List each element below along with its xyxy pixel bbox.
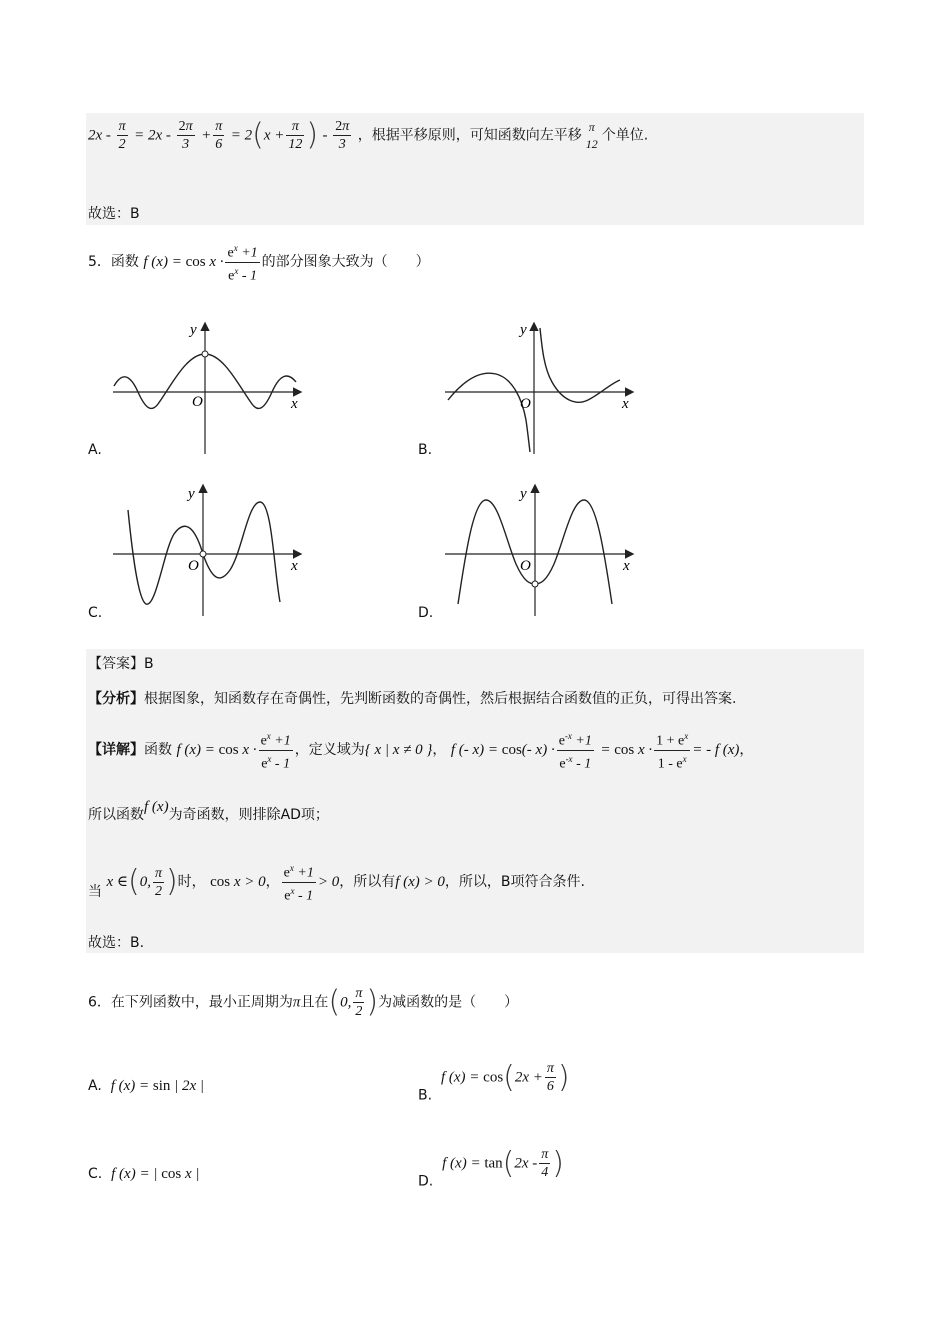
graph-b-curve-left xyxy=(448,373,530,452)
q6-stem-a: 在下列函数中，最小正周期为 xyxy=(110,994,293,1011)
graph-c-x-label: x xyxy=(291,558,298,574)
graph-b-curve-right xyxy=(540,328,620,402)
graph-b xyxy=(440,318,640,458)
q4-shift-unit: 个单位. xyxy=(601,127,649,144)
graph-d xyxy=(440,480,640,620)
q5-detail-tag: 【详解】 xyxy=(88,742,144,759)
option-c-label: C. xyxy=(88,605,103,621)
q6-option-c: C. f (x) = | cos x | xyxy=(88,1166,200,1182)
q5-so-have: ，所以有 xyxy=(339,874,396,891)
q6-number: 6． xyxy=(88,994,111,1011)
q4-shift-amount-num: π xyxy=(588,119,595,134)
q5-odd-line: 所以函数f (x)为奇函数，则排除AD项； xyxy=(88,799,329,823)
graph-b-y-label: y xyxy=(520,322,527,338)
q5-stem-prefix: 函数 xyxy=(110,254,139,271)
graph-d-origin: O xyxy=(520,558,531,574)
q6-stem: 6．在下列函数中，最小正周期为π且在(0, $\frac{\pi}{2}$ )为减函数的是（ ） xyxy=(88,984,519,1020)
q5-analysis xyxy=(88,689,736,709)
q5-analysis-text: 根据图象，知函数存在奇偶性，先判断函数的奇偶性，然后根据结合函数值的正负，可得出答案. xyxy=(144,691,737,707)
graph-a-origin: O xyxy=(192,394,203,410)
q5-final: 故选：B. xyxy=(88,935,145,951)
q6-option-a: A. f (x) = sin | 2x | xyxy=(88,1078,205,1094)
q4-shift-line: 2x - $\frac{\pi}{2}$ = 2x - $\frac{2\pi}{3}$ + $\frac{\pi}{6}$ = 2(x + $\frac{\pi}{12}$ ) - $\frac{2\pi}{3}$ ，根据平移原则，可知函数向左平移 π 12 个单位. xyxy=(88,117,649,153)
q5-when-tail: 时， xyxy=(177,874,206,891)
graph-b-origin: O xyxy=(520,396,531,412)
graph-a-x-label: x xyxy=(291,396,298,412)
q5-odd-pre: 所以函数 xyxy=(88,807,144,823)
q6-stem-b: 且在 xyxy=(300,994,329,1011)
q5-stem-suffix: 的部分图象大致为（ ） xyxy=(261,254,430,271)
q6-option-c-label: C. xyxy=(88,1166,103,1182)
graph-c-y-label: y xyxy=(188,486,195,502)
q4-conclusion: 故选：B xyxy=(88,206,140,222)
q6-stem-c: 为减函数的是（ ） xyxy=(378,994,519,1011)
q5-domain-text: ，定义域为 xyxy=(294,742,365,759)
q5-analysis-tag: 【分析】 xyxy=(88,691,144,707)
graph-d-x-label: x xyxy=(623,558,630,574)
q5-when: 当 xyxy=(88,884,102,901)
q5-sign-line: 当 x ∈(0, $\frac{\pi}{2}$ )时， cos x > 0， $\frac{e^x +1}{e^x - 1}$ > 0，所以有f (x) > 0，所以，B项符合条件. xyxy=(88,860,585,904)
q5-detail-line: 【详解】函数 f (x) = cos x · $\frac{e^x +1}{e^x - 1}$ ，定义域为{ x | x ≠ 0 }， f (- x) = cos(- x) · $\frac{e^{-x} +1}{e^{-x} - 1}$ = cos x · $\frac{1 + e^x}{1 - e^x}$ = - f (x)， xyxy=(88,728,753,772)
q5-stem: 5．函数 f (x) = cos x · $\frac{e^x +1}{e^x - 1}$ 的部分图象大致为（ ） xyxy=(88,240,430,284)
graph-d-y-label: y xyxy=(520,486,527,502)
q6-option-d-label: D. xyxy=(418,1173,434,1190)
option-a-label: A. xyxy=(88,442,102,458)
graph-b-x-label: x xyxy=(622,396,629,412)
q4-shift-amount xyxy=(584,119,600,153)
q5-detail-prefix: 函数 xyxy=(144,742,172,759)
q6-option-a-label: A. xyxy=(88,1078,102,1094)
option-d-label: D. xyxy=(418,605,434,621)
graph-a-y-label: y xyxy=(190,322,197,338)
q5-so-b: ，所以，B项符合条件. xyxy=(444,874,585,891)
q5-number: 5． xyxy=(88,254,111,271)
graph-a xyxy=(108,318,308,458)
q6-option-b-label: B. xyxy=(418,1087,433,1104)
q5-answer: 【答案】B xyxy=(88,656,154,672)
q5-odd-post: 为奇函数，则排除AD项； xyxy=(168,807,329,823)
graph-c xyxy=(108,480,308,620)
q6-option-d: D. f (x) = tan(2x - $\frac{\pi}{4}$ ) xyxy=(418,1146,565,1190)
q4-shift-text: ，根据平移原则，可知函数向左平移 xyxy=(357,127,582,144)
q4-shift-amount-den: 12 xyxy=(585,136,598,151)
q6-option-b: B. f (x) = cos(2x + $\frac{\pi}{6}$ ) xyxy=(418,1060,570,1104)
option-b-label: B. xyxy=(418,442,433,458)
graph-c-origin: O xyxy=(188,558,199,574)
